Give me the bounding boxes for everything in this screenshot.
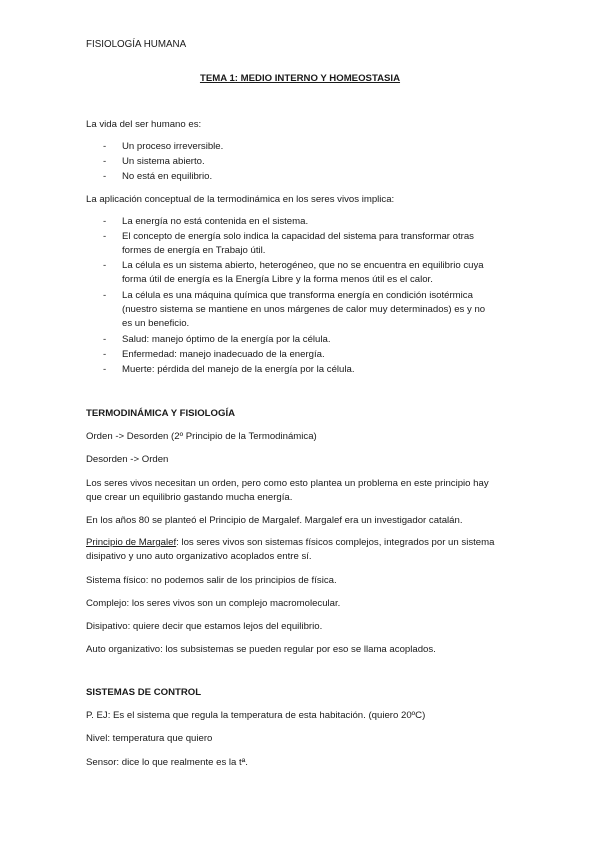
aplicacion-paragraph: La aplicación conceptual de la termodinámica en los seres vivos implica: (86, 194, 395, 205)
section-heading-sistemas-control: SISTEMAS DE CONTROL (86, 687, 202, 698)
bullet-dash: - (103, 290, 107, 301)
list-item-continuation: forma útil de energía es la Energía Libre y la forma menos útil es el calor. (122, 274, 433, 285)
bullet-dash: - (103, 156, 107, 167)
list-item: Enfermedad: manejo inadecuado de la energía. (122, 349, 325, 360)
bullet-dash: - (103, 364, 107, 375)
margalef-text: : los seres vivos son sistemas físicos complejos, integrados por un sistema (176, 537, 495, 548)
list-item: Un sistema abierto. (122, 156, 205, 167)
paragraph: En los años 80 se planteó el Principio de Margalef. Margalef era un investigador catalán. (86, 515, 463, 526)
list-item: La célula es un sistema abierto, heterogéneo, que no se encuentra en equilibrio cuya (122, 260, 484, 271)
list-item-continuation: es un beneficio. (122, 318, 190, 329)
bullet-dash: - (103, 334, 107, 345)
bullet-dash: - (103, 231, 107, 242)
page-title: TEMA 1: MEDIO INTERNO Y HOMEOSTASIA (199, 73, 401, 84)
paragraph: Disipativo: quiere decir que estamos lejos del equilibrio. (86, 621, 323, 632)
paragraph: P. EJ: Es el sistema que regula la temperatura de esta habitación. (quiero 20ºC) (86, 710, 426, 721)
list-item: Salud: manejo óptimo de la energía por la célula. (122, 334, 331, 345)
list-item: Muerte: pérdida del manejo de la energía por la célula. (122, 364, 355, 375)
list-item-continuation: (nuestro sistema se mantiene en unos márgenes de calor muy determinados) es y no (122, 304, 486, 315)
list-item: No está en equilibrio. (122, 171, 213, 182)
paragraph-continuation: que crear un equilibrio gastando mucha energía. (86, 492, 293, 503)
section-heading-termodinamica: TERMODINÁMICA Y FISIOLOGÍA (86, 408, 236, 419)
page-header: FISIOLOGÍA HUMANA (86, 39, 187, 50)
intro-paragraph: La vida del ser humano es: (86, 119, 202, 130)
margalef-label: Principio de Margalef (86, 537, 177, 548)
paragraph: Nivel: temperatura que quiero (86, 733, 213, 744)
paragraph: Complejo: los seres vivos son un complejo macromolecular. (86, 598, 341, 609)
list-item: La célula es una máquina química que transforma energía en condición isotérmica (122, 290, 473, 301)
bullet-dash: - (103, 349, 107, 360)
paragraph-continuation: disipativo y uno auto organizativo acoplados entre sí. (86, 551, 312, 562)
paragraph: Auto organizativo: los subsistemas se pueden regular por eso se llama acoplados. (86, 644, 436, 655)
bullet-dash: - (103, 216, 107, 227)
paragraph: Los seres vivos necesitan un orden, pero como esto plantea un problema en este principio hay (86, 478, 489, 489)
paragraph: Sensor: dice lo que realmente es la tª. (86, 757, 248, 768)
list-item: Un proceso irreversible. (122, 141, 224, 152)
list-item: El concepto de energía solo indica la capacidad del sistema para transformar otras (122, 231, 474, 242)
paragraph: Orden -> Desorden (2º Principio de la Termodinámica) (86, 431, 317, 442)
bullet-dash: - (103, 171, 107, 182)
bullet-dash: - (103, 260, 107, 271)
paragraph: Sistema físico: no podemos salir de los principios de física. (86, 575, 337, 586)
paragraph: Desorden -> Orden (86, 454, 169, 465)
margalef-paragraph (86, 536, 494, 549)
list-item-continuation: formes de energía en Trabajo útil. (122, 245, 266, 256)
bullet-dash: - (103, 141, 107, 152)
list-item: La energía no está contenida en el sistema. (122, 216, 309, 227)
